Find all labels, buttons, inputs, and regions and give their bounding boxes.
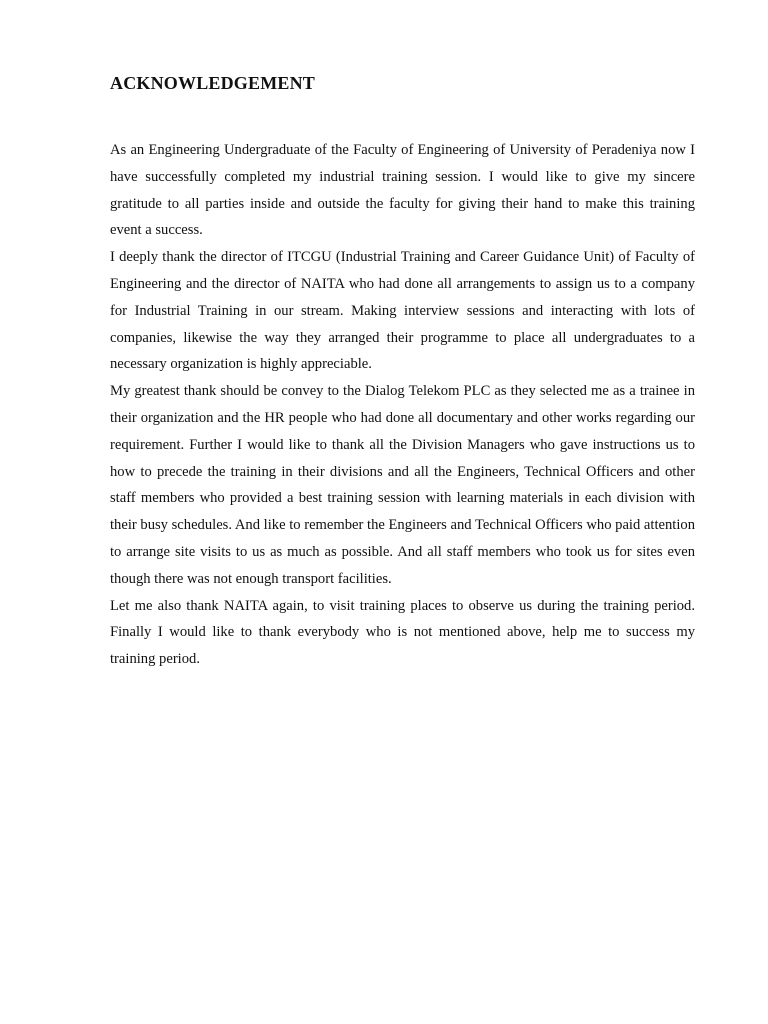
paragraph-itcgu-naita: I deeply thank the director of ITCGU (Industrial Training and Career Guidance Unit) of Faculty of Engineering and the director of NAITA who had done all arrangements to assign us to a company for Industrial Training in our stream. Making interview sessions and interacting with lots of companies, likewise the way they arranged their programme to place all undergraduates to a necessary organization is highly appreciable. [110, 249, 695, 373]
paragraph-closing: Let me also thank NAITA again, to visit training places to observe us during the training period. Finally I would like to thank everybody who is not mentioned above, help me to success my training period. [110, 597, 695, 668]
page-title: ACKNOWLEDGEMENT [110, 73, 316, 93]
document-content [110, 70, 695, 673]
paragraph-intro: As an Engineering Undergraduate of the Faculty of Engineering of University of Peradeniya now I have successfully completed my industrial training session. I would like to give my sincere gratitude to all parties inside and outside the faculty for giving their hand to make this training event a success. [110, 142, 695, 239]
paragraph-dialog-telekom: My greatest thank should be convey to the Dialog Telekom PLC as they selected me as a trainee in their organization and the HR people who had done all documentary and other works regarding our requirement. Further I would like to thank all the Division Managers who gave instructions us to how to precede the training in their divisions and all the Engineers, Technical Officers and other staff members who provided a best training session with learning materials in each division with their busy schedules. And like to remember the Engineers and Technical Officers who paid attention to arrange site visits to us as much as possible. And all staff members who took us for sites even though there was not enough transport facilities. [110, 383, 695, 587]
acknowledgement-body [110, 137, 695, 673]
